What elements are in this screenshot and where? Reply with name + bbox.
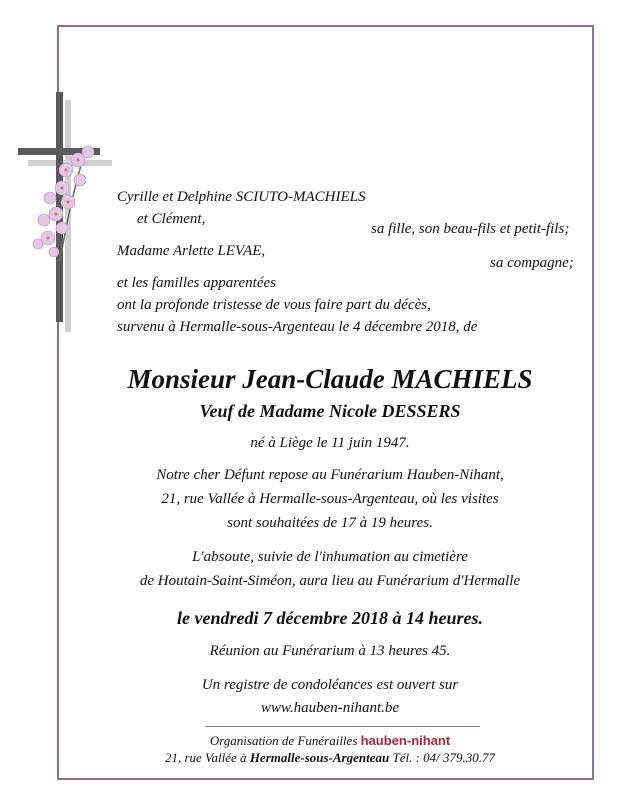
footer-addr-city: Hermalle-sous-Argenteau: [249, 750, 390, 765]
footer-addr-prefix: 21, rue Vallée à: [164, 750, 247, 765]
ceremony-line-2: de Houtain-Saint-Siméon, aura lieu au Funérarium d'Hermalle: [139, 573, 521, 589]
rest-line-2: 21, rue Vallée à Hermalle-sous-Argenteau, où les visites: [161, 491, 499, 507]
footer-address: [70, 751, 590, 764]
family-line-3: Madame Arlette LEVAE,: [117, 243, 266, 259]
family-line-4: et les familles apparentées: [117, 275, 276, 291]
family-line-5: ont la profonde tristesse de vous faire part du décès,: [117, 297, 431, 313]
ceremony-date: le vendredi 7 décembre 2018 à 14 heures.: [177, 608, 483, 628]
rest-line-3: sont souhaitées de 17 à 19 heures.: [227, 515, 433, 531]
family-line-2: et Clément,: [137, 211, 206, 227]
meeting-line: Réunion au Funérarium à 13 heures 45.: [209, 643, 451, 659]
footer-org-prefix: Organisation de Funérailles: [209, 733, 358, 748]
relation-companion: sa compagne;: [490, 255, 574, 271]
rest-line-1: Notre cher Défunt repose au Funérarium Hauben-Nihant,: [156, 467, 504, 483]
condolences-line: Un registre de condoléances est ouvert sur: [201, 677, 459, 693]
brand-name: hauben-nihant: [360, 733, 451, 748]
relation-daughter: sa fille, son beau-fils et petit-fils;: [371, 221, 570, 237]
family-line-1: Cyrille et Delphine SCIUTO-MACHIELS: [117, 189, 366, 205]
deceased-name: Monsieur Jean-Claude MACHIELS: [127, 364, 533, 394]
footer-divider: [205, 726, 480, 727]
birth-line: né à Liège le 11 juin 1947.: [250, 435, 410, 451]
widow-line: Veuf de Madame Nicole DESSERS: [199, 401, 461, 421]
footer-organisation: [70, 734, 590, 747]
cross-with-orchids-image: [16, 92, 116, 332]
family-line-6: survenu à Hermalle-sous-Argenteau le 4 décembre 2018, de: [117, 319, 478, 335]
ceremony-line-1: L'absoute, suivie de l'inhumation au cimetière: [192, 549, 468, 565]
footer-addr-phone: Tél. : 04/ 379.30.77: [392, 750, 496, 765]
condolences-url[interactable]: www.hauben-nihant.be: [260, 700, 400, 716]
